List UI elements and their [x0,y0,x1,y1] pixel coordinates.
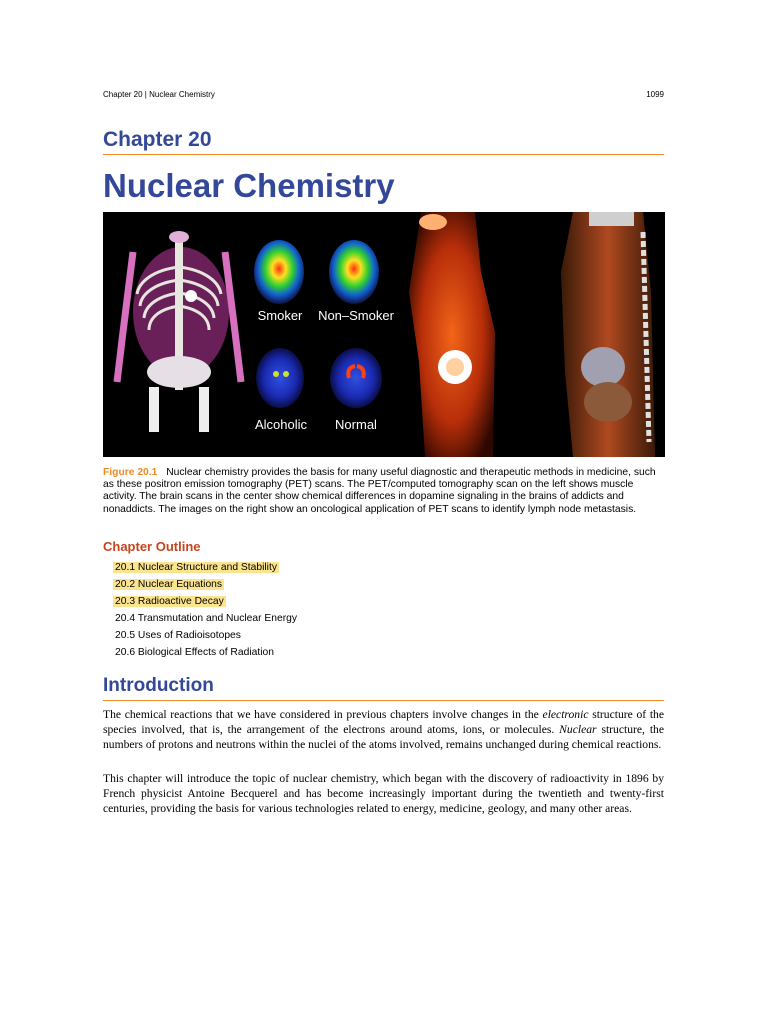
outline-item-label[interactable]: 20.4 Transmutation and Nuclear Energy [115,613,298,624]
brain-scan-alcoholic [256,348,304,408]
figure-label: Figure 20.1 [103,467,158,478]
outline-item-label[interactable]: 20.1 Nuclear Structure and Stability [115,562,277,573]
label-non-smoker: Non–Smoker [318,308,394,323]
outline-item[interactable] [113,628,299,645]
intro-p1-text-c: structure, the numbers of protons and neutrons within the nuclei of the atoms involved, remains unchanged during chemical reactions. [103,722,664,751]
running-head [103,90,664,102]
label-alcoholic: Alcoholic [254,417,308,432]
intro-p1-emphasis-nuclear: Nuclear [559,722,597,736]
intro-p1-emphasis-electronic: electronic [542,708,589,721]
outline-item[interactable] [113,577,299,594]
outline-item-label[interactable]: 20.2 Nuclear Equations [115,579,223,590]
outline-item[interactable] [113,611,299,628]
intro-paragraph-1 [103,708,664,752]
brain-scan-smoker [254,240,304,304]
outline-item[interactable] [113,560,299,577]
figure-caption [103,467,664,516]
pet-body-scan [409,212,495,457]
label-smoker: Smoker [257,308,303,323]
chapter-label: Chapter 20 [103,128,664,155]
figure-caption-text: Nuclear chemistry provides the basis for many useful diagnostic and therapeutic methods in medicine, such as these positron emission tomography (PET) scans. The PET/computed tomography scan on the left shows muscle activity. The brain scans in the center show chemical differences in dopamine signaling in the brains of addicts and nonaddicts. The images on the right show an oncological application of PET scans to identify lymph node metastasis. [103,467,656,515]
outline-item-label[interactable]: 20.3 Radioactive Decay [115,596,224,607]
outline-item-label[interactable]: 20.5 Uses of Radioisotopes [115,630,241,641]
page-title: Nuclear Chemistry [103,167,395,204]
chapter-outline-heading: Chapter Outline [103,539,201,554]
intro-paragraph-2: This chapter will introduce the topic of nuclear chemistry, which began with the discovery of radioactivity in 1896 by French physicist Antoine Becquerel and has become increasingly important during the twentieth and twenty-first centuries, providing the basis for various technologies related to energy, medicine, geology, and many other areas. [103,772,664,815]
label-normal: Normal [335,417,377,432]
outline-item[interactable] [113,645,299,662]
introduction-heading: Introduction [103,674,664,701]
pet-ct-scan [561,212,655,457]
intro-p1-text-b: structure of the species involved, that is, the arrangement of the electrons around atoms, ions, or molecules. [103,708,664,736]
skeleton-scan [117,231,241,432]
brain-scan-non-smoker [329,240,379,304]
outline-item-label[interactable]: 20.6 Biological Effects of Radiation [115,647,274,658]
figure-pet-scans [103,212,665,457]
pet-scan-collage [103,212,665,457]
page-number: 1099 [646,90,664,99]
chapter-outline-list [113,560,299,662]
running-head-chapter: Chapter 20 | Nuclear Chemistry [103,90,215,99]
intro-p1-text-a: The chemical reactions that we have considered in previous chapters involve changes in the [103,708,543,721]
outline-item[interactable] [113,594,299,611]
brain-scan-normal [330,348,382,408]
